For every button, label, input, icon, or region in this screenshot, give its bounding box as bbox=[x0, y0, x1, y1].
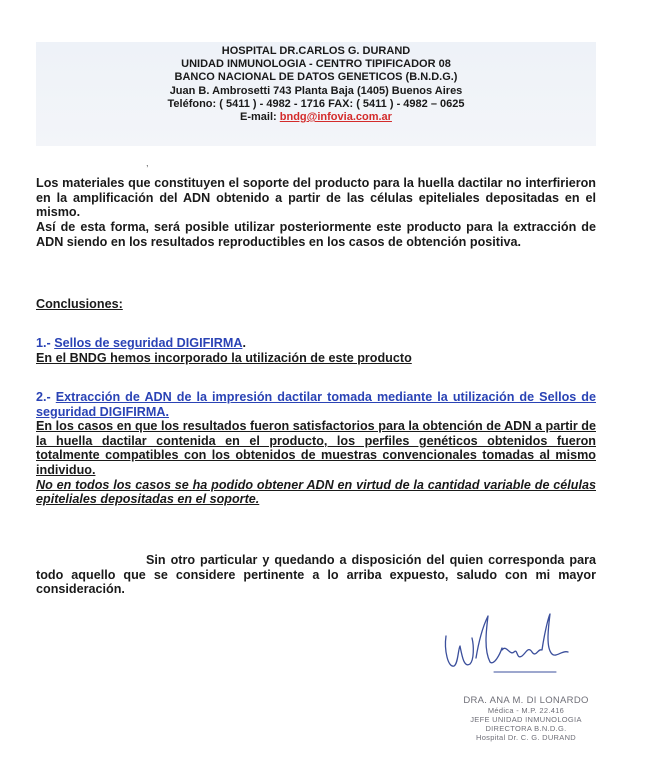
stamp-position: JEFE UNIDAD INMUNOLOGIA bbox=[470, 715, 582, 724]
item-2-text: En los casos en que los resultados fueron satisfactorios para la obtención de ADN a partir de la huella dactilar contenida en el producto, los perfiles genéticos obtenidos fueron totalmente compatibles con los obtenidos de muestras convencionales tomadas al mismo individuo. bbox=[36, 419, 596, 477]
item-2-number: 2.- bbox=[36, 390, 56, 404]
item-1-title-end: . bbox=[242, 336, 246, 350]
letterhead-unit: UNIDAD INMUNOLOGIA - CENTRO TIPIFICADOR 08 bbox=[181, 58, 451, 71]
letterhead-hospital: HOSPITAL DR.CARLOS G. DURAND bbox=[221, 45, 411, 57]
stamp-director: DIRECTORA B.N.D.G. bbox=[485, 724, 567, 733]
conclusion-item-1 bbox=[36, 336, 596, 365]
letterhead bbox=[36, 42, 596, 146]
signature-stroke-b bbox=[476, 616, 502, 663]
conclusion-item-2-heading bbox=[36, 390, 596, 419]
closing-paragraph bbox=[36, 553, 596, 597]
item-2-note: No en todos los casos se ha podido obtener ADN en virtud de la cantidad variable de células epiteliales depositadas en el soporte. bbox=[36, 477, 596, 507]
signature-stroke-w bbox=[445, 636, 473, 666]
stamp-license: Médica - M.P. 22.416 bbox=[487, 706, 565, 715]
letterhead-phone: Teléfono: ( 5411 ) - 4982 - 1716 FAX: ( 5411 ) - 4982 – 0625 bbox=[167, 97, 465, 110]
letterhead-bank: BANCO NACIONAL DE DATOS GENETICOS (B.N.D.G.) bbox=[174, 71, 458, 84]
email-link[interactable]: bndg@infovia.com.ar bbox=[279, 111, 392, 124]
handwritten-signature bbox=[438, 606, 588, 678]
conclusions-heading: Conclusiones: bbox=[36, 297, 123, 311]
stamp-name: DRA. ANA M. DI LONARDO bbox=[463, 695, 589, 706]
margin-mark: , bbox=[146, 158, 149, 168]
signature-stroke-tail bbox=[502, 614, 568, 657]
item-2-title: Extracción de ADN de la impresión dactilar tomada mediante la utilización de Sellos de seguridad DIGIFIRMA. bbox=[36, 390, 597, 419]
conclusion-item-1-heading bbox=[36, 336, 596, 351]
letterhead-email-line bbox=[36, 111, 596, 124]
item-1-number: 1.- bbox=[36, 336, 55, 350]
stamp-hospital: Hospital Dr. C. G. DURAND bbox=[475, 733, 576, 742]
item-1-text: En el BNDG hemos incorporado la utilización de este producto bbox=[36, 350, 412, 365]
body-paragraph-2: Así de esta forma, será posible utilizar posteriormente este producto para la extracción de ADN siendo en los resultados reproductibles en los casos de obtención positiva. bbox=[36, 220, 596, 249]
closing-text: Sin otro particular y quedando a disposición del quien corresponda para todo aquello que se considere pertinente a lo arriba expuesto, saludo con mi mayor consideración. bbox=[36, 553, 596, 597]
item-1-title: Sellos de seguridad DIGIFIRMA bbox=[54, 336, 243, 350]
email-label: E-mail: bbox=[240, 111, 280, 124]
letterhead-address: Juan B. Ambrosetti 743 Planta Baja (1405) Buenos Aires bbox=[169, 84, 463, 97]
signature-stamp bbox=[446, 695, 606, 742]
conclusion-item-2 bbox=[36, 390, 596, 507]
body-paragraph-1: Los materiales que constituyen el soporte del producto para la huella dactilar no interfirieron en la amplificación del ADN obtenido a partir de las células epiteliales depositadas en el mismo. bbox=[36, 176, 596, 220]
